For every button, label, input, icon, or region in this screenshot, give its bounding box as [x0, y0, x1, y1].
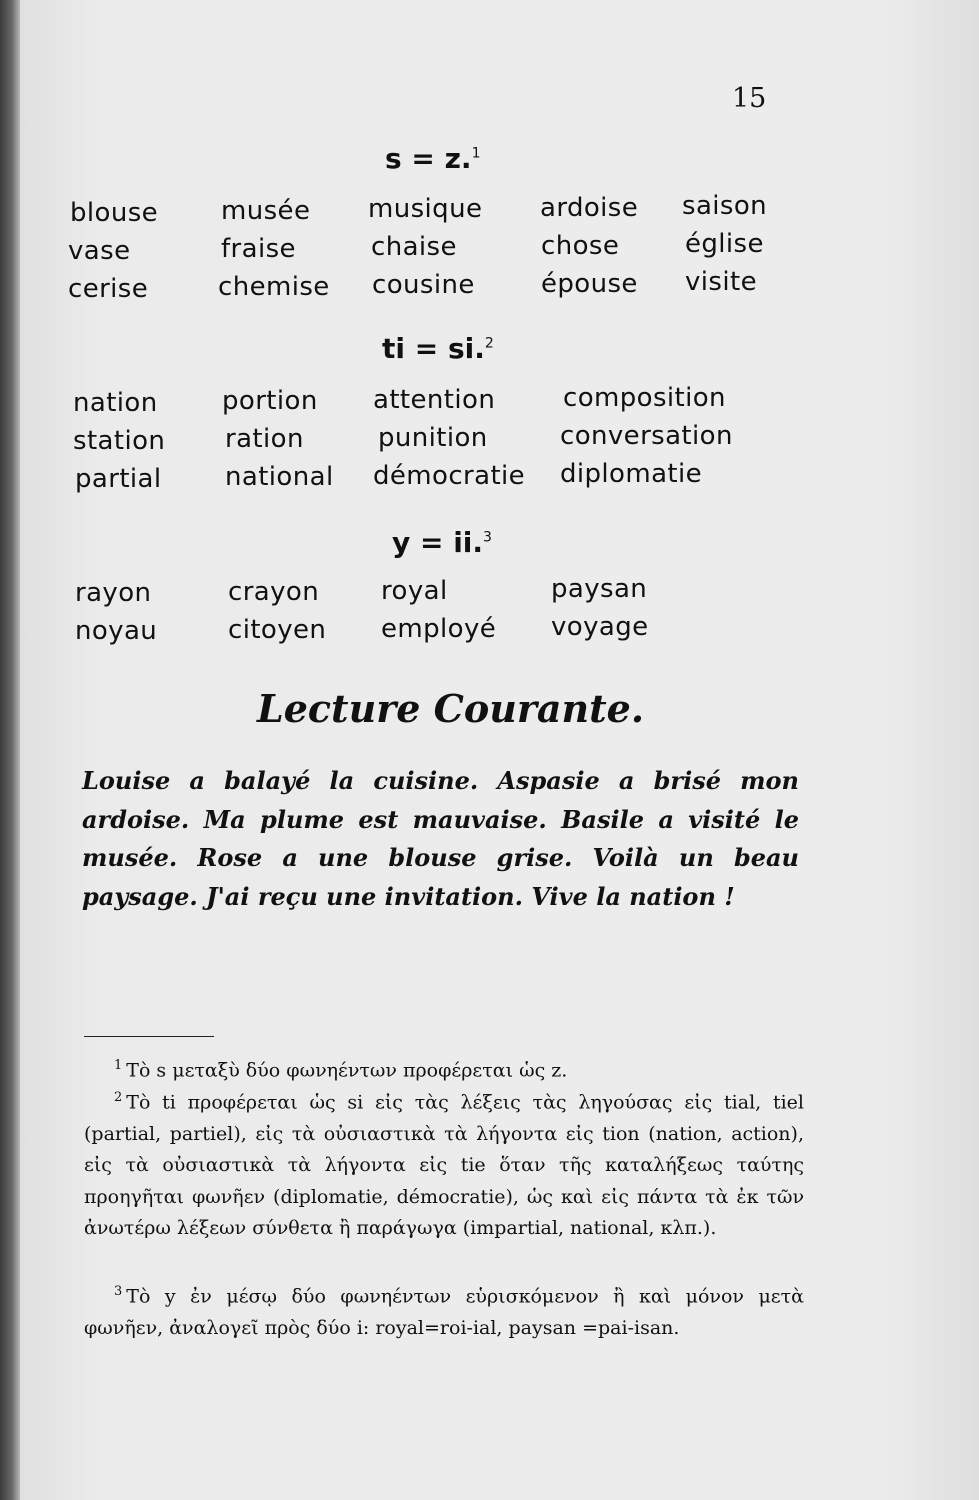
footnote-2 — [84, 1082, 804, 1245]
footnote-divider — [84, 1036, 214, 1037]
word: conversation — [560, 421, 733, 451]
word: vase — [68, 236, 131, 266]
word: ardoise — [540, 193, 639, 223]
book-spine-shadow — [0, 0, 20, 1500]
word: employé — [381, 614, 497, 644]
word: épouse — [541, 269, 638, 299]
book-page — [20, 0, 979, 1500]
footnote-3 — [84, 1276, 804, 1344]
word: visite — [685, 267, 757, 297]
footnote-text: Τὸ ti προφέρεται ὡς si εἰς τὰς λέξεις τὰς ληγούσας εἰς tial, tiel (partial, partiel), εἰς τὰ οὐσιαστικὰ τὰ λήγοντα εἰς tion (nation, action), εἰς τὰ οὐσιαστικὰ τὰ λήγοντα εἰς tie ὅταν τῆς καταλήξεως ταύτης προηγῆται φωνῆεν (diplomatie, démocratie), ὡς καὶ εἰς πάντα τὰ ἐκ τῶν ἀνωτέρω λέξεων σύνθετα ἢ παράγωγα (impartial, national, κλπ.). — [84, 1091, 804, 1240]
word: nation — [73, 388, 158, 418]
rule-s-z: s = z.$^1$ — [385, 142, 481, 175]
word: crayon — [228, 577, 320, 607]
word: noyau — [75, 616, 158, 646]
footnote-mark: 1 — [114, 1058, 123, 1073]
word: démocratie — [373, 461, 526, 491]
word: blouse — [70, 198, 159, 228]
word: royal — [381, 576, 448, 606]
footnote-ref-3: 3 — [483, 529, 492, 546]
footnote-ref-2: 2 — [484, 335, 494, 352]
word: musée — [221, 196, 311, 226]
word: musique — [368, 194, 483, 224]
word: chose — [541, 231, 620, 261]
footnote-text: Τὸ y ἐν μέσῳ δύο φωνηέντων εὑρισκόμενον ἢ καὶ μόνον μετὰ φωνῆεν, ἀναλογεῖ πρὸς δύο i: royal=roi-ial, paysan =pai-isan. — [84, 1285, 804, 1339]
rule-y-ii: y = ii.$^3$ — [392, 526, 492, 559]
word: fraise — [221, 234, 296, 264]
word: station — [73, 426, 166, 456]
page-number: 15 — [732, 83, 767, 114]
word: portion — [222, 386, 318, 416]
word: saison — [682, 191, 768, 221]
word: national — [225, 462, 334, 492]
word: attention — [373, 385, 496, 415]
word: partial — [75, 464, 162, 494]
footnote-mark: 3 — [114, 1284, 123, 1299]
word: voyage — [551, 612, 649, 642]
word: punition — [378, 423, 488, 453]
rule-ti-si: ti = si.$^2$ — [382, 332, 494, 365]
reading-paragraph: Louise a balayé la cuisine. Aspasie a brisé mon ardoise. Ma plume est mauvaise. Basile a visité le musée. Rose a une blouse grise. Voilà un beau paysage. J'ai reçu une invitation. Vive la nation ! — [82, 766, 799, 911]
footnote-text: Τὸ s μεταξὺ δύο φωνηέντων προφέρεται ὡς z. — [126, 1059, 568, 1082]
word: rayon — [75, 578, 152, 608]
word: paysan — [551, 574, 648, 604]
word: cerise — [68, 274, 149, 304]
reading-heading: Lecture Courante. — [257, 686, 645, 731]
word: cousine — [372, 270, 475, 300]
word: église — [685, 229, 764, 259]
word: ration — [225, 424, 304, 454]
word: composition — [563, 383, 726, 413]
word: diplomatie — [560, 459, 703, 489]
footnote-mark: 2 — [114, 1090, 123, 1105]
word: citoyen — [228, 615, 327, 645]
word: chaise — [371, 232, 457, 262]
footnote-ref-1: 1 — [471, 145, 481, 162]
word: chemise — [218, 272, 330, 302]
